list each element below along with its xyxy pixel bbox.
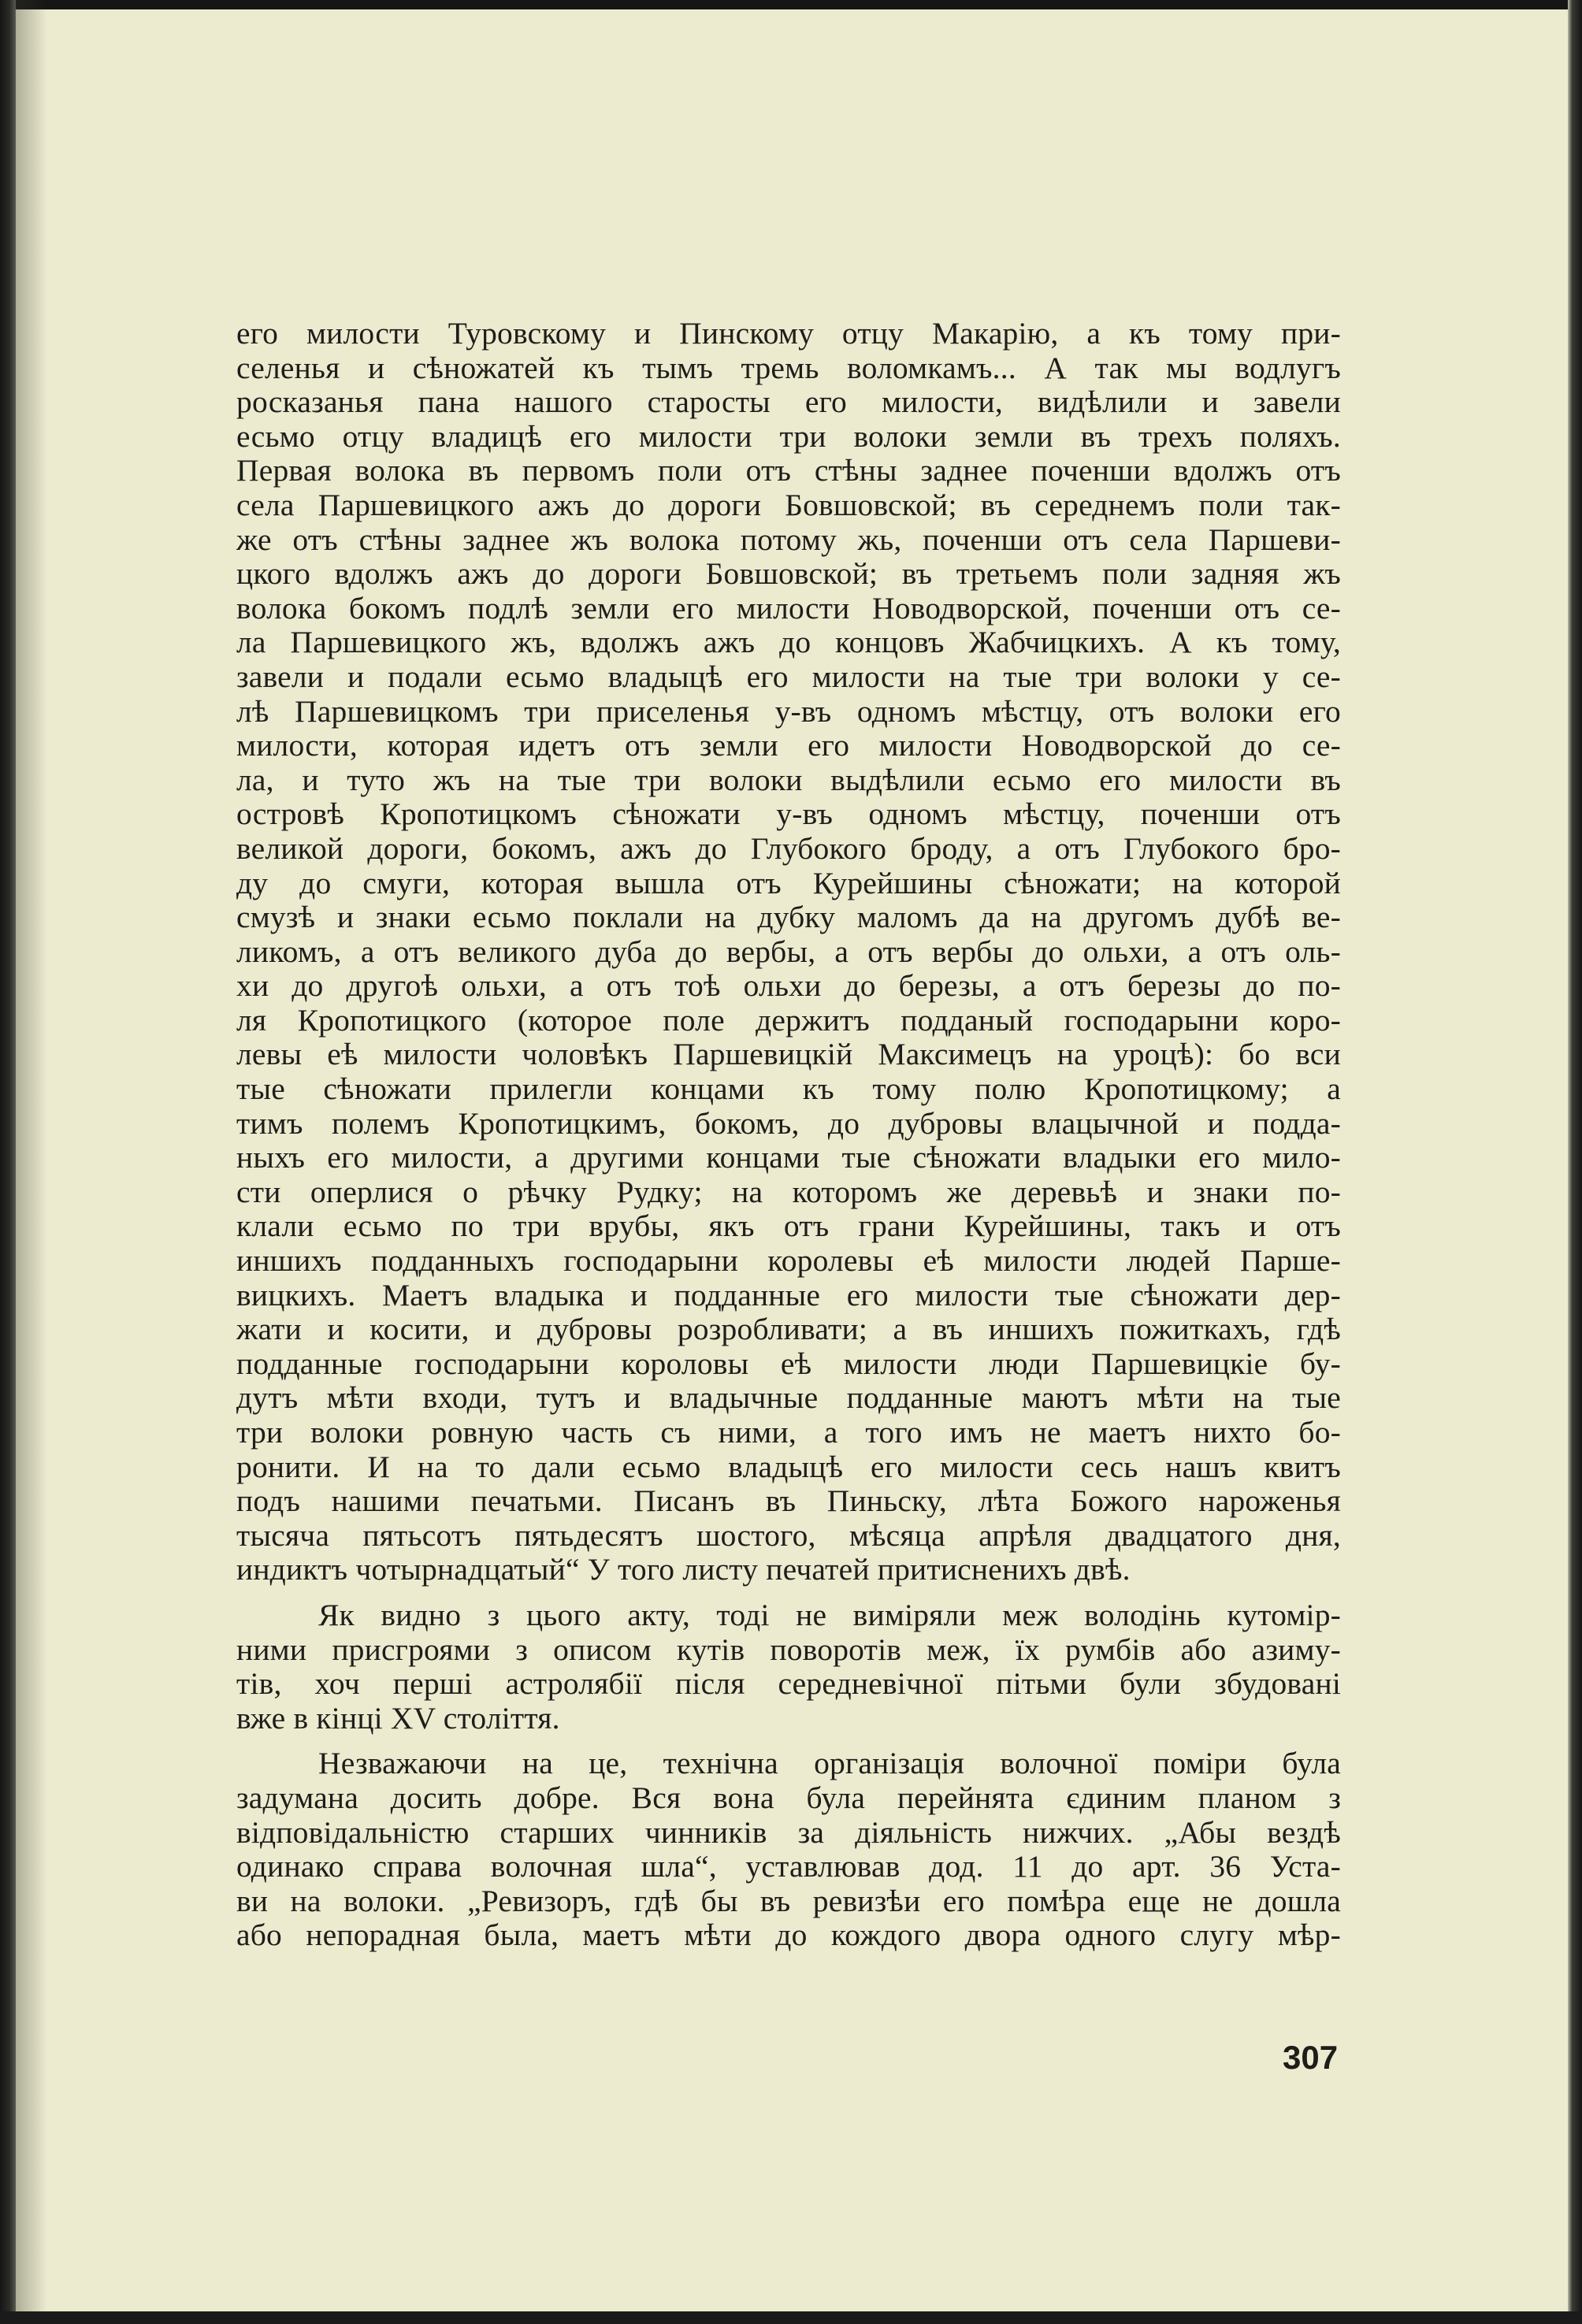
text-line: тів, хоч перші астролябії після середневічної пітьми були збудовані <box>236 1666 1341 1702</box>
scan-left-border <box>0 0 16 2324</box>
text-line: цкого вдолжъ ажъ до дороги Бовшовской; въ третьемъ поли задняя жъ <box>236 556 1341 592</box>
text-line: островѣ Кропотицкомъ сѣножати у-въ одномъ мѣстцу, поченши отъ <box>236 796 1341 832</box>
text-line: Як видно з цього акту, тоді не виміряли меж володінь кутомір- <box>318 1597 1341 1632</box>
text-line: смузѣ и знаки есьмо поклали на дубку маломъ да на другомъ дубѣ ве- <box>236 900 1341 935</box>
paragraph-charter-quote <box>236 317 1341 1587</box>
text-line: сти оперлися о рѣчку Рудку; на которомъ же деревьѣ и знаки по- <box>236 1174 1341 1209</box>
page-number: 307 <box>1283 2039 1339 2076</box>
text-line: жати и косити, и дубровы розробливати; а въ иншихъ пожиткахъ, гдѣ <box>236 1312 1341 1347</box>
text-line: хи до другоѣ ольхи, а отъ тоѣ ольхи до березы, а отъ березы до по- <box>236 968 1341 1004</box>
text-line: есьмо отцу владицѣ его милости три волоки земли въ трехъ поляхъ. <box>236 418 1341 454</box>
text-line: милости, которая идетъ отъ земли его милости Новодворской до се- <box>236 728 1341 763</box>
text-line: ля Кропотицкого (которое поле держитъ подданый господарыни коро- <box>236 1002 1341 1038</box>
text-line: клали есьмо по три врубы, якъ отъ грани Курейшины, такъ и отъ <box>236 1208 1341 1244</box>
text-line: тые сѣножати прилегли концами къ тому полю Кропотицкому; а <box>236 1071 1341 1107</box>
text-line: одинако справа волочная шла“, уставлював дод. 11 до арт. 36 Уста- <box>236 1849 1341 1884</box>
text-line: ла, и туто жъ на тые три волоки выдѣлили есьмо его милости въ <box>236 762 1341 797</box>
text-line: Незважаючи на це, технічна організація волочної поміри була <box>318 1746 1341 1781</box>
text-line: три волоки ровную часть съ ними, а того имъ не маетъ нихто бо- <box>236 1415 1341 1450</box>
paragraph-commentary <box>236 1598 1341 1736</box>
text-line: села Паршевицкого ажъ до дороги Бовшовской; въ середнемъ поли так- <box>236 487 1341 522</box>
text-line: же отъ стѣны заднее жъ волока потому жь, поченши отъ села Паршеви- <box>236 522 1341 557</box>
text-line: тимъ полемъ Кропотицкимъ, бокомъ, до дубровы влацычной и подда- <box>236 1105 1341 1141</box>
text-line: ронити. И на то дали есьмо владыцѣ его милости сесь нашъ квитъ <box>236 1449 1341 1484</box>
text-line: ликомъ, а отъ великого дуба до вербы, а отъ вербы до ольхи, а отъ оль- <box>236 934 1341 969</box>
text-line: левы еѣ милости чоловѣкъ Паршевицкій Максимецъ на уроцѣ): бо вси <box>236 1037 1341 1072</box>
text-line: вицкихъ. Маетъ владыка и подданные его милости тые сѣножати дер- <box>236 1277 1341 1312</box>
text-line: ла Паршевицкого жъ, вдолжъ ажъ до концовъ Жабчицкихъ. А къ тому, <box>236 625 1341 660</box>
text-line: ду до смуги, которая вышла отъ Курейшины сѣножати; на которой <box>236 865 1341 900</box>
text-line: подданные господарыни короловы еѣ милости люди Паршевицкіе бу- <box>236 1346 1341 1381</box>
text-line: Первая волока въ первомъ поли отъ стѣны заднее поченши вдолжъ отъ <box>236 453 1341 488</box>
text-line: завели и подали есьмо владыцѣ его милости на тые три волоки у се- <box>236 659 1341 694</box>
binding-shadow <box>16 0 47 2324</box>
text-line: тысяча пятьсотъ пятьдесятъ шостого, мѣсяца апрѣля двадцатого дня, <box>236 1517 1341 1553</box>
text-line: дутъ мѣти входи, тутъ и владычные подданные маютъ мѣти на тые <box>236 1380 1341 1416</box>
text-line: задумана досить добре. Вся вона була перейнята єдиним планом з <box>236 1780 1341 1815</box>
text-line: великой дороги, бокомъ, ажъ до Глубокого броду, а отъ Глубокого бро- <box>236 830 1341 866</box>
text-line: ви на волоки. „Ревизоръ, гдѣ бы въ ревизѣи его помѣра еще не дошла <box>236 1883 1341 1918</box>
text-line: росказанья пана нашого старосты его милости, видѣлили и завели <box>236 384 1341 420</box>
scan-right-border <box>1568 0 1582 2324</box>
body-text <box>236 317 1341 1953</box>
text-line: селенья и сѣножатей къ тымъ тремь воломкамъ... А так мы водлугъ <box>236 350 1341 385</box>
text-line: ними присгроями з описом кутів поворотів меж, їх румбів або азиму- <box>236 1632 1341 1667</box>
text-line: лѣ Паршевицкомъ три приселенья у-въ одномъ мѣстцу, отъ волоки его <box>236 693 1341 729</box>
text-line: подъ нашими печатьми. Писанъ въ Пиньску, лѣта Божого нароженья <box>236 1483 1341 1519</box>
text-line: вже в кінці XV століття. <box>236 1700 560 1736</box>
text-line: иншихъ подданныхъ господарыни королевы еѣ милости людей Парше- <box>236 1243 1341 1279</box>
text-line: або непорадная была, маетъ мѣти до кождого двора одного слугу мѣр- <box>236 1917 1341 1953</box>
text-line: ныхъ его милости, а другими концами тые сѣножати владыки его мило- <box>236 1140 1341 1175</box>
text-line: индиктъ чотырнадцатый“ У того листу печатей притисненихъ двѣ. <box>236 1552 1131 1587</box>
text-line: его милости Туровскому и Пинскому отцу Макарію, а къ тому при- <box>236 316 1341 351</box>
scan-bottom-border <box>0 2311 1582 2324</box>
scan-top-border <box>0 0 1582 9</box>
text-line: відповідальністю старших чинників за діяльність нижчих. „Абы вездѣ <box>236 1814 1341 1850</box>
text-line: волока бокомъ подлѣ земли его милости Новодворской, поченши отъ се- <box>236 590 1341 626</box>
paragraph-organization <box>236 1747 1341 1953</box>
